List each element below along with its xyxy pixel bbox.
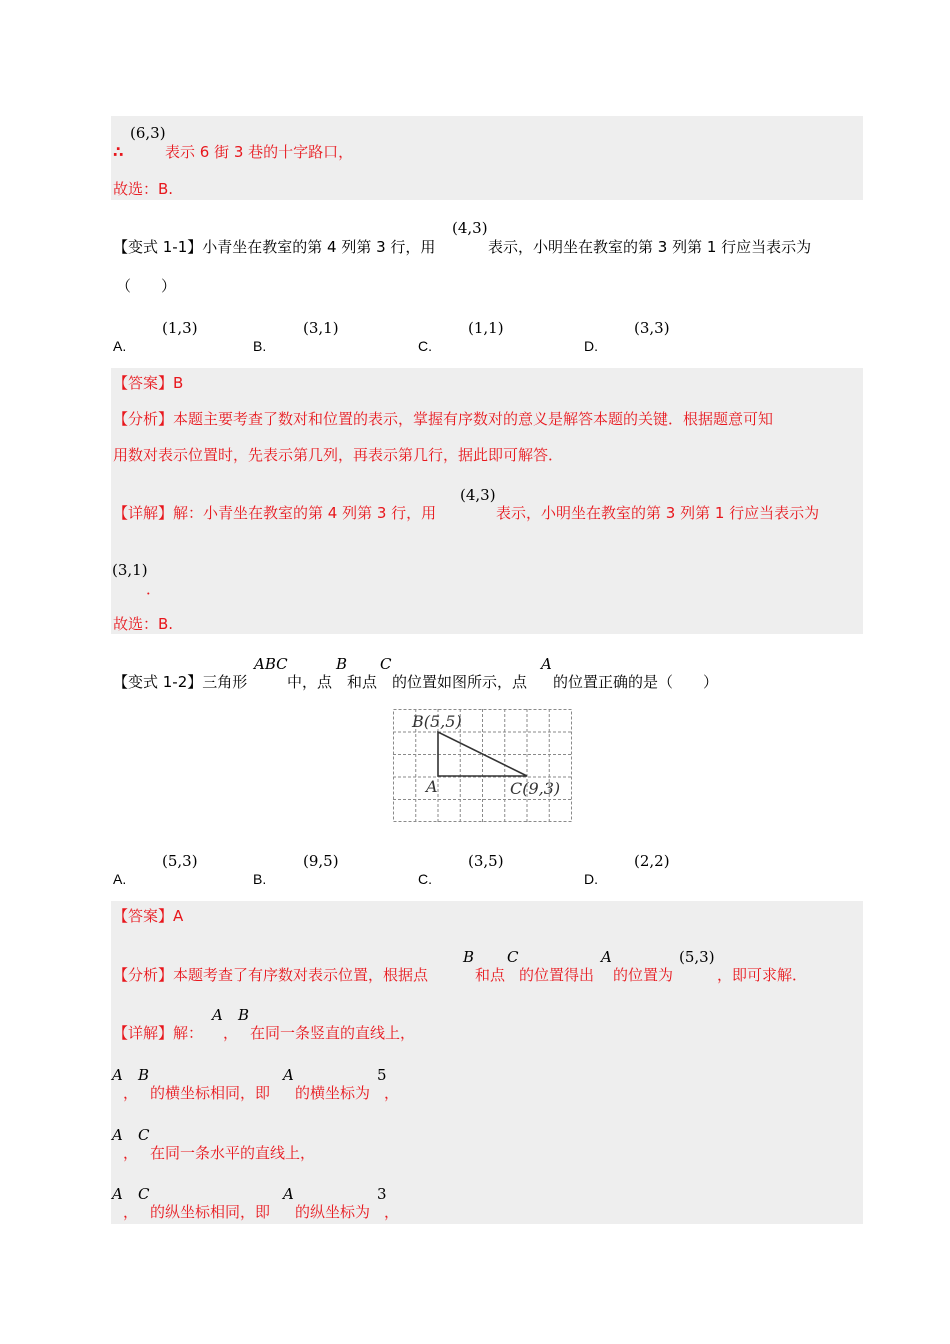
q2-a: A: [541, 655, 552, 673]
a1-detail-prefix: 【详解】解：小青坐在教室的第 4 列第 3 行，用: [113, 504, 437, 522]
a1-choice: 故选：B.: [113, 615, 174, 633]
q2-part4: 的位置如图所示，点: [392, 673, 528, 691]
a2-analysis-1: 【分析】本题考查了有序数对表示位置，根据点: [113, 966, 429, 984]
triangle-grid-figure: [393, 709, 573, 823]
a2-analysis-2: 和点: [475, 966, 506, 984]
a2-detail4-c: C: [138, 1185, 150, 1203]
a1-answer: 【答案】B: [113, 374, 184, 392]
q2-b: B: [336, 655, 348, 673]
q2-part3: 和点: [347, 673, 378, 691]
label-c: C(9,3): [510, 779, 561, 798]
q1-option-a-value: (1,3): [162, 319, 198, 337]
a2-detail1-comma: ，: [223, 1024, 239, 1042]
a2-detail3-comma: ，: [123, 1144, 139, 1162]
a1-detail-suffix: 表示，小明坐在教室的第 3 列第 1 行应当表示为: [496, 504, 820, 522]
q1-option-c-value: (1,1): [468, 319, 504, 337]
q1-option-b-letter: B.: [253, 338, 267, 354]
q2-option-a-value: (5,3): [162, 852, 198, 870]
therefore-symbol: ∴: [113, 143, 124, 161]
solution-block-2: [111, 901, 863, 1224]
a2-detail3-c: C: [138, 1126, 150, 1144]
q2-option-d-value: (2,2): [634, 852, 670, 870]
a2-answer: 【答案】A: [113, 907, 184, 925]
q2-option-a-letter: A.: [113, 871, 127, 887]
a2-detail4-text2: 的纵坐标为: [295, 1203, 371, 1221]
a2-detail3-text: 在同一条水平的直线上，: [150, 1144, 316, 1162]
a1-result-dot: ．: [146, 580, 162, 598]
q1-option-c-letter: C.: [418, 338, 432, 354]
q1-option-d-letter: D.: [584, 338, 598, 354]
a1-analysis-line2: 用数对表示位置时，先表示第几列，再表示第几行，据此即可解答．: [113, 446, 564, 464]
q2-option-c-value: (3,5): [468, 852, 504, 870]
q2-part1: 【变式 1-2】三角形: [113, 673, 248, 691]
q1-option-a-letter: A.: [113, 338, 127, 354]
a2-analysis-coord: (5,3): [679, 948, 715, 966]
a2-analysis-5: ，即可求解．: [717, 966, 808, 984]
block0-choice: 故选：B.: [113, 180, 174, 198]
label-a: A: [426, 777, 438, 796]
a2-analysis-a: A: [601, 948, 612, 966]
a2-detail4-text1: 的纵坐标相同，即: [150, 1203, 271, 1221]
q2-part2: 中，点: [287, 673, 333, 691]
q1-paren: （ ）: [116, 277, 177, 295]
a2-detail4-comma: ，: [123, 1203, 139, 1221]
a1-analysis-line1: 【分析】本题主要考查了数对和位置的表示，掌握有序数对的意义是解答本题的关键．根据题意可知: [113, 410, 774, 428]
a2-detail2-text2: 的横坐标为: [295, 1084, 371, 1102]
q1-option-b-value: (3,1): [303, 319, 339, 337]
a2-analysis-3: 的位置得出: [519, 966, 595, 984]
a2-detail1-b: B: [238, 1006, 250, 1024]
a1-result-coord: (3,1): [112, 561, 148, 579]
a2-analysis-c: C: [507, 948, 519, 966]
q1-option-d-value: (3,3): [634, 319, 670, 337]
a2-detail4-a2: A: [283, 1185, 294, 1203]
a2-detail2-val: 5: [377, 1066, 387, 1084]
q2-part5: 的位置正确的是（ ）: [553, 673, 719, 691]
a2-detail4-a: A: [112, 1185, 123, 1203]
q2-option-c-letter: C.: [418, 871, 432, 887]
a1-detail-coord: (4,3): [460, 486, 496, 504]
a2-analysis-b: B: [463, 948, 475, 966]
a2-detail4-val: 3: [377, 1185, 387, 1203]
q2-option-d-letter: D.: [584, 871, 598, 887]
q1-coord: (4,3): [452, 219, 488, 237]
a2-detail2-text1: 的横坐标相同，即: [150, 1084, 271, 1102]
coord-6-3: (6,3): [130, 124, 166, 142]
a2-detail4-end: ，: [384, 1203, 400, 1221]
a2-analysis-4: 的位置为: [613, 966, 674, 984]
block0-text: 表示 6 街 3 巷的十字路口，: [165, 143, 354, 161]
q2-abc: ABC: [254, 655, 288, 673]
q2-option-b-letter: B.: [253, 871, 267, 887]
label-b: B(5,5): [412, 712, 462, 731]
q1-prefix: 【变式 1-1】小青坐在教室的第 4 列第 3 行，用: [113, 238, 436, 256]
q2-c: C: [380, 655, 392, 673]
a2-detail2-a: A: [112, 1066, 123, 1084]
a2-detail2-comma: ，: [123, 1084, 139, 1102]
a2-detail2-a2: A: [283, 1066, 294, 1084]
a2-detail2-b: B: [138, 1066, 150, 1084]
q1-suffix: 表示，小明坐在教室的第 3 列第 1 行应当表示为: [488, 238, 812, 256]
a2-detail1-a: A: [212, 1006, 223, 1024]
a2-detail3-a: A: [112, 1126, 123, 1144]
a2-detail1-text: 在同一条竖直的直线上，: [250, 1024, 416, 1042]
q2-option-b-value: (9,5): [303, 852, 339, 870]
a2-detail1-prefix: 【详解】解：: [113, 1024, 204, 1042]
a2-detail2-end: ，: [384, 1084, 400, 1102]
